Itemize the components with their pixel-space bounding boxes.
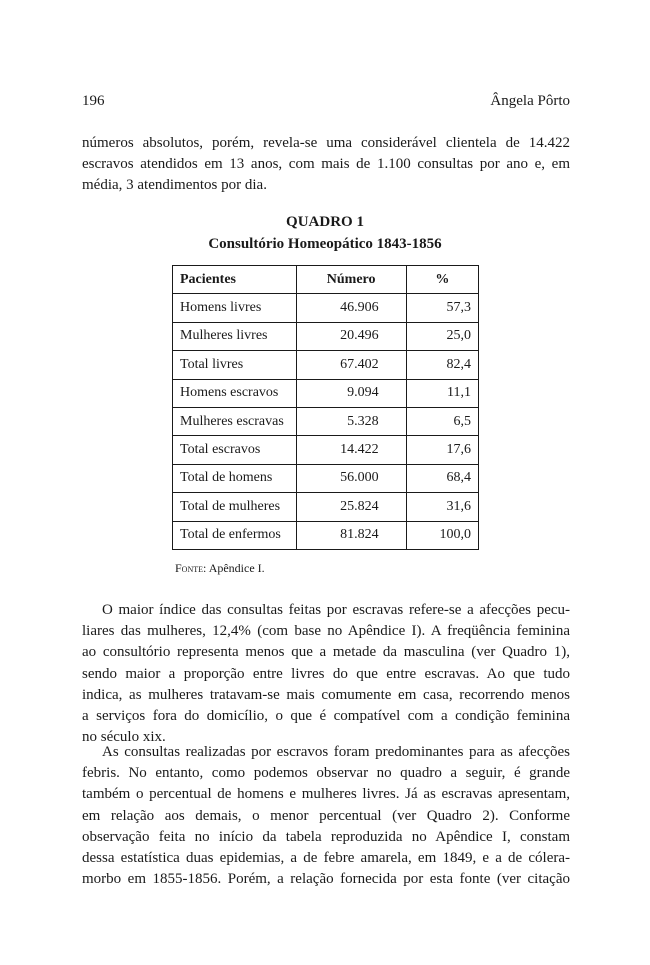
table-cell: Total de mulheres (173, 493, 297, 521)
column-header: Número (296, 266, 406, 294)
table-cell: 20.496 (296, 322, 406, 350)
table-row (173, 322, 479, 350)
table-cell: 100,0 (406, 521, 478, 549)
table-row (173, 407, 479, 435)
text-line: números absolutos, porém, revela-se uma considerável clientela de 14.422 (82, 135, 570, 151)
table-row (173, 464, 479, 492)
table-cell: 67.402 (296, 351, 406, 379)
text-line: liares das mulheres, 12,4% (com base no Apêndice I). A freqüência feminina (82, 623, 570, 640)
page-number: 196 (82, 93, 105, 109)
table-cell: Mulheres livres (173, 322, 297, 350)
table-cell: 56.000 (296, 464, 406, 492)
table-cell: 6,5 (406, 407, 478, 435)
table-row (173, 521, 479, 549)
text-line: As consultas realizadas por escravos foram predominantes para as afecções (102, 744, 570, 760)
table-cell: 25.824 (296, 493, 406, 521)
table-subtitle: Consultório Homeopático 1843-1856 (208, 236, 442, 252)
table-cell: Mulheres escravas (173, 407, 297, 435)
table-cell: 14.422 (296, 436, 406, 464)
table-source-note (175, 561, 265, 576)
table-cell: 31,6 (406, 493, 478, 521)
intro-paragraph (82, 133, 570, 197)
text-line: a serviços fora do domicílio, o que é compatível com a condição feminina (82, 708, 570, 725)
table-row (173, 294, 479, 322)
table-cell: 81.824 (296, 521, 406, 549)
table-cell: Homens escravos (173, 379, 297, 407)
text-line: observação feita no início da tabela reproduzida no Apêndice I, constam (82, 828, 570, 845)
text-line: morbo em 1855-1856. Porém, a relação fornecida por esta fonte (ver citação (82, 871, 570, 888)
column-header: % (406, 266, 478, 294)
text-line: no século xix. (82, 729, 166, 746)
table-header-row (173, 266, 479, 294)
table-cell: 9.094 (296, 379, 406, 407)
source-label: Fonte: (175, 561, 207, 575)
body-paragraph (82, 742, 570, 890)
table-cell: 46.906 (296, 294, 406, 322)
table-cell: Total escravos (173, 436, 297, 464)
column-header: Pacientes (173, 266, 297, 294)
table-cell: 17,6 (406, 436, 478, 464)
table-cell: Homens livres (173, 294, 297, 322)
text-line: escravos atendidos em 13 anos, com mais de 1.100 consultas por ano e, em (82, 156, 570, 173)
table-row (173, 379, 479, 407)
table-title: QUADRO 1 (286, 214, 364, 230)
table-cell: 57,3 (406, 294, 478, 322)
text-line: média, 3 atendimentos por dia. (82, 177, 267, 194)
text-line: indica, as mulheres tratavam-se mais comumente em casa, recorrendo menos (82, 686, 570, 703)
text-line: dessa estatística duas epidemias, a de febre amarela, em 1849, e a de cólera- (82, 850, 570, 867)
table-cell: 82,4 (406, 351, 478, 379)
table-cell: 5.328 (296, 407, 406, 435)
text-line: também o percentual de homens e mulheres livres. Já as escravas apresentam, (82, 786, 570, 803)
table-cell: 25,0 (406, 322, 478, 350)
data-table (172, 265, 479, 550)
table-cell: Total de enfermos (173, 521, 297, 549)
body-paragraph (82, 600, 570, 748)
source-text: Apêndice I. (208, 561, 265, 575)
text-line: sendo maior a proporção entre livres do que entre escravas. Ao que tudo (82, 665, 570, 682)
table-cell: 11,1 (406, 379, 478, 407)
table-row (173, 493, 479, 521)
text-line: febris. No entanto, como podemos observar no quadro a seguir, é grande (82, 765, 570, 782)
text-line: ao consultório representa menos que a metade da masculina (ver Quadro 1), (82, 644, 570, 661)
text-line: O maior índice das consultas feitas por escravas refere-se a afecções pecu- (102, 602, 570, 618)
table-cell: Total de homens (173, 464, 297, 492)
text-line: em relação aos demais, o menor percentual (ver Quadro 2). Conforme (82, 807, 570, 824)
table-row (173, 351, 479, 379)
running-header-author: Ângela Pôrto (490, 93, 570, 109)
table-row (173, 436, 479, 464)
table-cell: Total livres (173, 351, 297, 379)
table-cell: 68,4 (406, 464, 478, 492)
